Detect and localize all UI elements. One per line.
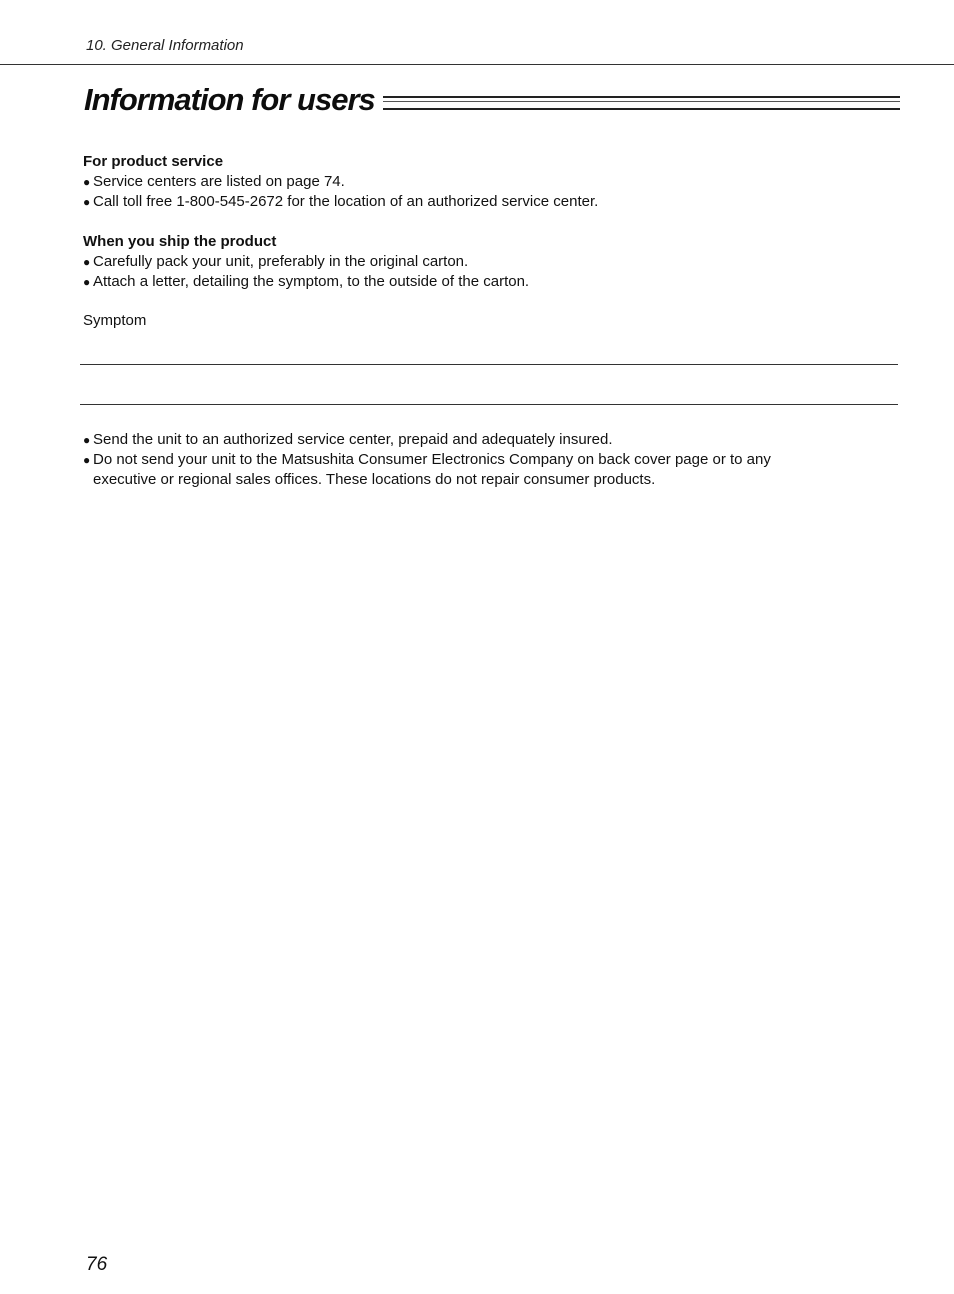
bullet-icon: ● — [83, 453, 91, 467]
bullet-icon: ● — [83, 275, 91, 289]
list-item: ● Carefully pack your unit, preferably in the original carton. — [83, 253, 469, 270]
page-number: 76 — [86, 1254, 108, 1275]
product-service-heading: For product service — [83, 153, 224, 170]
header-divider — [0, 64, 954, 65]
list-item: ● Call toll free 1-800-545-2672 for the location of an authorized service center. — [83, 193, 599, 210]
ship-product-section — [83, 232, 903, 292]
title-rule — [383, 96, 900, 110]
symptom-write-line — [80, 404, 898, 405]
bullet-icon: ● — [83, 175, 91, 189]
symptom-label: Symptom — [83, 312, 147, 329]
list-item: ● Send the unit to an authorized service center, prepaid and adequately insured. — [83, 431, 613, 448]
page-title-row — [84, 80, 900, 120]
list-item: ● Do not send your unit to the Matsushita Consumer Electronics Company on back cover page or to any — [83, 451, 771, 468]
product-service-section — [83, 152, 903, 212]
bullet-icon: ● — [83, 255, 91, 269]
page-title: Information for users — [84, 82, 375, 117]
list-item-continuation: executive or regional sales offices. These locations do not repair consumer products. — [93, 471, 656, 488]
bullet-icon: ● — [83, 195, 91, 209]
symptom-section — [83, 311, 903, 331]
list-item: ● Service centers are listed on page 74. — [83, 173, 345, 190]
ship-product-heading: When you ship the product — [83, 233, 277, 250]
chapter-header: 10. General Information — [86, 37, 244, 54]
list-item: ● Attach a letter, detailing the symptom, to the outside of the carton. — [83, 273, 530, 290]
closing-section — [83, 430, 903, 490]
symptom-write-line — [80, 364, 898, 365]
bullet-icon: ● — [83, 433, 91, 447]
